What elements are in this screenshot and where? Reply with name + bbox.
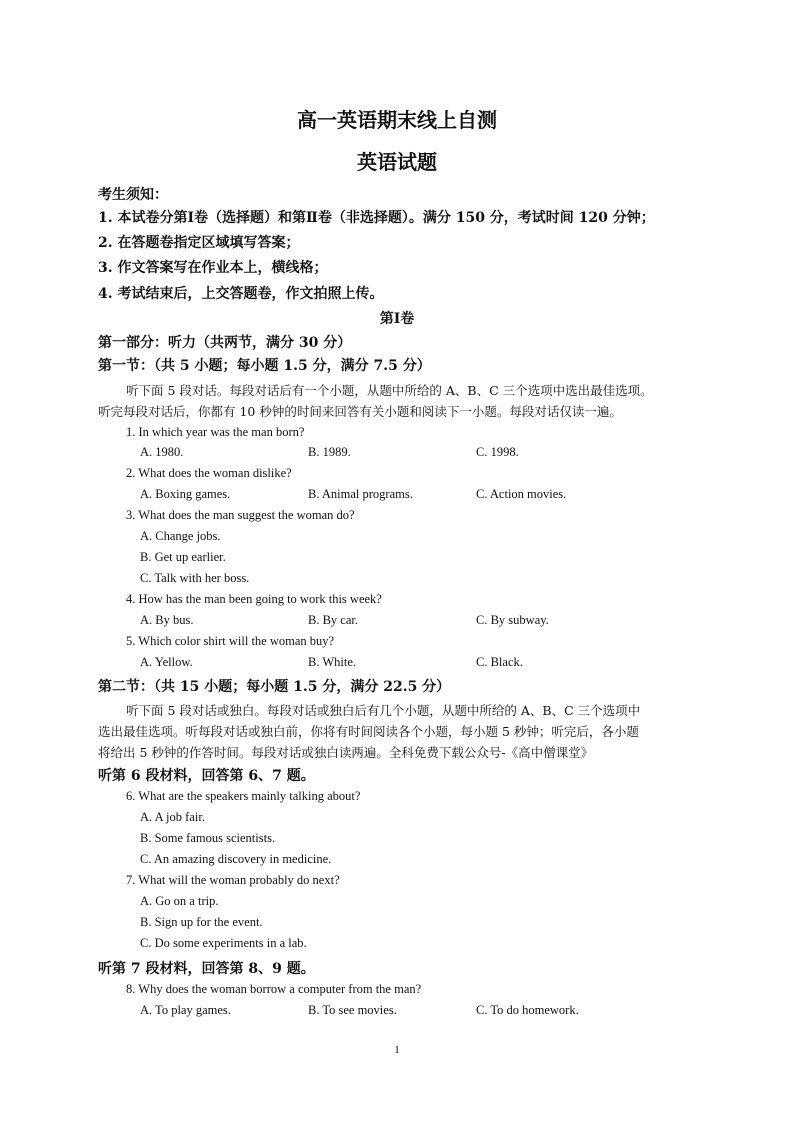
option-c: C. By subway. xyxy=(476,613,549,627)
option-c: C. To do homework. xyxy=(476,1003,579,1017)
question-stem: 4. How has the man been going to work this week? xyxy=(126,592,382,606)
section2-instruction-line: 将给出 5 秒钟的作答时间。每段对话或独白读两遍。全科免费下载公众号-《高中僧课堂》 xyxy=(98,745,594,760)
notice-item: 1. 本试卷分第Ⅰ卷（选择题）和第Ⅱ卷（非选择题）。满分 150 分，考试时间 120 分钟； xyxy=(98,210,655,226)
option-b: B. Sign up for the event. xyxy=(140,915,263,929)
section2-title: 第二节：（共 15 小题；每小题 1.5 分，满分 22.5 分） xyxy=(98,679,451,695)
section1-instruction-line: 听下面 5 段对话。每段对话后有一个小题，从题中所给的 A、B、C 三个选项中选出最佳选项。 xyxy=(126,383,653,398)
section1-title: 第一节：（共 5 小题；每小题 1.5 分，满分 7.5 分） xyxy=(98,358,431,374)
option-b: B. White. xyxy=(308,655,357,669)
option-b: B. Animal programs. xyxy=(308,487,413,501)
option-a: A. 1980. xyxy=(140,445,184,459)
option-c: C. Talk with her boss. xyxy=(140,571,250,585)
notice-item: 4. 考试结束后，上交答题卷，作文拍照上传。 xyxy=(98,286,384,302)
option-c: C. 1998. xyxy=(476,445,519,459)
material-heading: 听第 6 段材料，回答第 6、7 题。 xyxy=(98,768,315,784)
option-b: B. Get up earlier. xyxy=(140,550,226,564)
page-number: 1 xyxy=(394,1044,400,1056)
option-b: B. Some famous scientists. xyxy=(140,831,276,845)
option-c: C. An amazing discovery in medicine. xyxy=(140,852,332,866)
option-a: A. A job fair. xyxy=(140,810,205,824)
option-a: A. Go on a trip. xyxy=(140,894,219,908)
volume-title: 第Ⅰ卷 xyxy=(379,311,415,327)
page-title: 高一英语期末线上自测 xyxy=(297,108,497,132)
section2-instruction-line: 听下面 5 段对话或独白。每段对话或独白后有几个小题，从题中所给的 A、B、C 三个选项中 xyxy=(126,703,641,718)
question-stem: 6. What are the speakers mainly talking about? xyxy=(126,789,361,803)
part1-title: 第一部分：听力（共两节，满分 30 分） xyxy=(98,335,352,351)
material-heading: 听第 7 段材料，回答第 8、9 题。 xyxy=(98,961,315,977)
question-stem: 7. What will the woman probably do next? xyxy=(126,873,340,887)
option-b: B. 1989. xyxy=(308,445,351,459)
option-b: B. By car. xyxy=(308,613,358,627)
option-a: A. By bus. xyxy=(140,613,194,627)
question-stem: 5. Which color shirt will the woman buy? xyxy=(126,634,335,648)
question-stem: 2. What does the woman dislike? xyxy=(126,466,292,480)
page-subtitle: 英语试题 xyxy=(357,150,437,174)
notice-heading: 考生须知： xyxy=(98,187,168,203)
notice-item: 2. 在答题卷指定区域填写答案； xyxy=(98,235,300,251)
option-c: C. Do some experiments in a lab. xyxy=(140,936,307,950)
notice-item: 3. 作文答案写在作业本上，横线格； xyxy=(98,260,328,276)
option-c: C. Action movies. xyxy=(476,487,567,501)
option-a: A. Change jobs. xyxy=(140,529,221,543)
option-a: A. Boxing games. xyxy=(140,487,231,501)
question-stem: 1. In which year was the man born? xyxy=(126,425,305,439)
option-b: B. To see movies. xyxy=(308,1003,397,1017)
option-a: A. To play games. xyxy=(140,1003,231,1017)
question-stem: 3. What does the man suggest the woman do? xyxy=(126,508,355,522)
option-a: A. Yellow. xyxy=(140,655,193,669)
question-stem: 8. Why does the woman borrow a computer from the man? xyxy=(126,982,422,996)
option-c: C. Black. xyxy=(476,655,523,669)
section2-instruction-line: 选出最佳选项。听每段对话或独白前，你将有时间阅读各个小题，每小题 5 秒钟；听完后，各小题 xyxy=(98,724,639,739)
section1-instruction-line: 听完每段对话后，你都有 10 秒钟的时间来回答有关小题和阅读下一小题。每段对话仅读一遍。 xyxy=(98,404,622,419)
